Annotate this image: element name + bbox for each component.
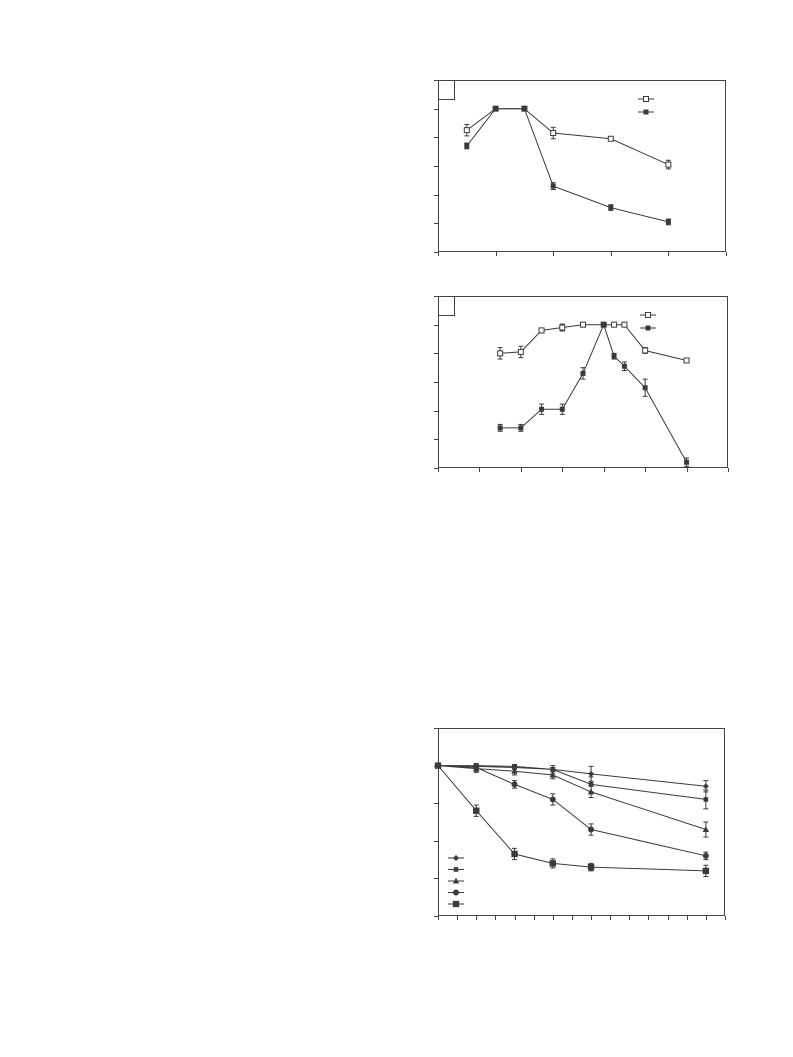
data-point [464, 143, 469, 148]
data-point [666, 219, 671, 224]
data-point [622, 322, 627, 327]
legend-marker [646, 326, 651, 331]
data-point [511, 851, 517, 857]
series-1 [464, 106, 671, 169]
data-point [498, 425, 503, 430]
data-point [666, 162, 671, 167]
data-point [608, 136, 613, 141]
legend [638, 97, 654, 115]
legend-marker [453, 901, 459, 907]
legend-marker [453, 855, 459, 861]
legend-item [640, 313, 656, 318]
data-point [588, 827, 594, 833]
legend-item [448, 878, 464, 884]
series-5 [435, 762, 709, 876]
chart-b [438, 296, 728, 468]
data-point [703, 853, 709, 859]
data-point [518, 425, 523, 430]
series-line [500, 325, 686, 361]
data-point [588, 771, 594, 777]
data-point [498, 351, 503, 356]
data-point [612, 354, 617, 359]
legend-item [448, 855, 464, 861]
chart-a [438, 80, 726, 252]
data-point [588, 864, 594, 870]
legend-marker [644, 110, 649, 115]
legend-marker [646, 313, 651, 318]
data-point [551, 184, 556, 189]
data-point [539, 407, 544, 412]
legend-marker [454, 867, 459, 872]
data-point [622, 364, 627, 369]
data-point [684, 358, 689, 363]
data-point [539, 328, 544, 333]
data-point [684, 460, 689, 465]
series-line [467, 109, 669, 222]
data-point [551, 131, 556, 136]
data-point [473, 808, 479, 814]
legend-marker [453, 890, 459, 896]
data-point [512, 781, 518, 787]
legend [448, 855, 464, 907]
legend-item [448, 867, 464, 872]
data-point [703, 868, 709, 874]
data-point [643, 348, 648, 353]
data-point [550, 796, 556, 802]
series-1 [498, 322, 689, 363]
legend-item [448, 901, 464, 907]
plot-frame [439, 81, 726, 252]
data-point [643, 385, 648, 390]
panel-label-box [439, 81, 455, 100]
series-line [438, 766, 706, 830]
data-point [464, 128, 469, 133]
data-point [581, 322, 586, 327]
series-2 [498, 322, 689, 466]
data-point [473, 764, 479, 770]
panel-label-box [439, 297, 455, 316]
legend-item [640, 326, 656, 331]
chart-c [438, 728, 725, 916]
legend-item [638, 97, 654, 102]
data-point [581, 371, 586, 376]
data-point [704, 797, 709, 802]
data-point [435, 762, 441, 768]
series-line [438, 766, 706, 871]
data-point [560, 407, 565, 412]
series-3 [435, 762, 709, 837]
series-line [500, 325, 686, 463]
series-line [467, 109, 669, 165]
data-point [550, 860, 556, 866]
legend-item [448, 890, 464, 896]
data-point [522, 106, 527, 111]
data-point [518, 349, 523, 354]
series-2 [464, 106, 671, 225]
data-point [612, 322, 617, 327]
data-point [608, 205, 613, 210]
legend-marker [644, 97, 649, 102]
data-point [601, 322, 606, 327]
legend-item [638, 110, 654, 115]
data-point [493, 106, 498, 111]
data-point [560, 325, 565, 330]
legend [640, 313, 656, 331]
data-point [703, 783, 709, 789]
